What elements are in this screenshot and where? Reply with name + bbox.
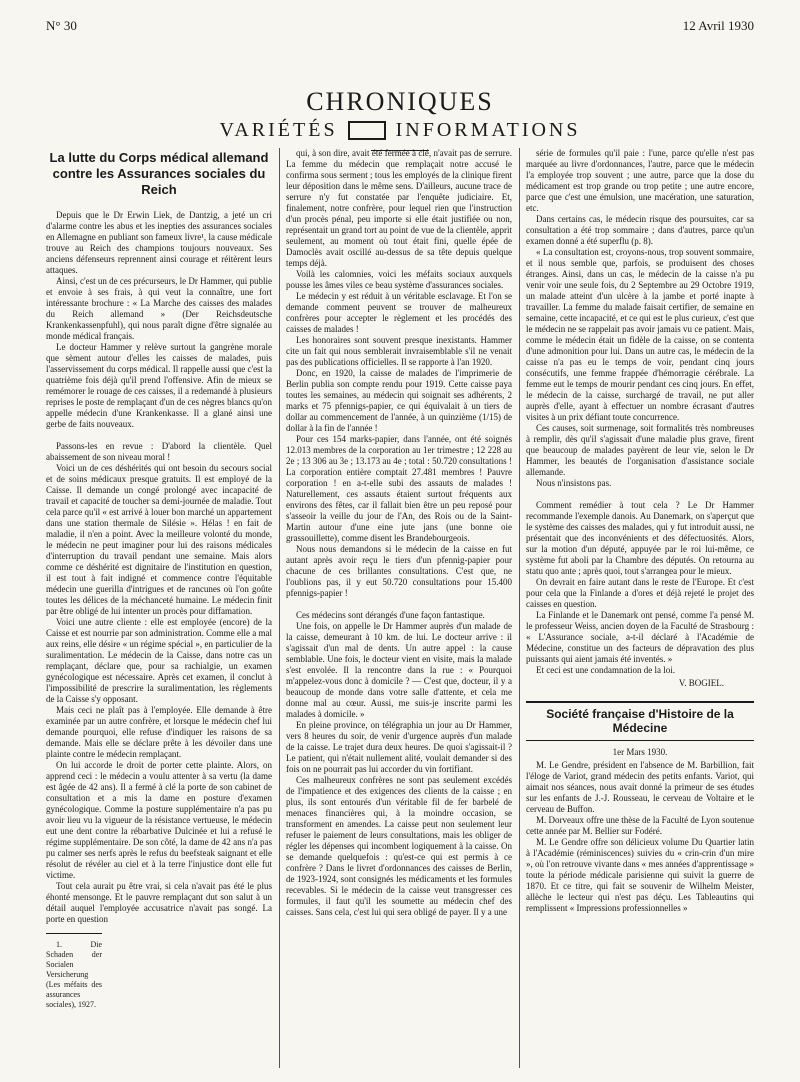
paragraph: Le médecin y est réduit à un véritable esclavage. Et l'on se demande comment peuvent se trouver de malheureux confrères pour accepter le règlement et les procédés des caisses de malades ! — [286, 291, 512, 334]
footnote-text: 1. Die Schaden der Socialen Versicherung (Les méfaits des assurances sociales), 1927. — [46, 940, 102, 1009]
page — [46, 18, 754, 1068]
paragraph: M. Dorveaux offre une thèse de la Faculté de Lyon soutenue cette année par M. Bellier sur Fodéré. — [526, 815, 754, 836]
paragraph: Ces causes, soit surmenage, soit formalités très nombreuses à remplir, dès qu'il s'agissait d'une maladie plus grave, firent que beaucoup de malades payèrent de leur vie, selon le Dr Hammer, les beautés de l'organisation d'assistance sociale allemande. — [526, 423, 754, 477]
paragraph: « La consultation est, croyons-nous, trop souvent sommaire, et il nous semble que, parfois, se produisent des choses étranges. Ainsi, dans un cas, le médecin de la caisse n'a pu venir voir une seule fois, du 2 Septembre au 29 Octobre 1919, un malade atteint d'un ulcère à la jambe et porté inapte à travailler. La femme du malade faisait certifier, de semaine en semaine, cette incapacité, et ce qui est le plus curieux, c'est que le médecin ne se rappelait pas avoir jamais vu ce patient. Mais, comme le médecin était un fidèle de la caisse, on se contenta d'une admonition pour lui. Dans un autre cas, le médecin de la caisse n'a pas eu le temps de voir, pendant cinq jours consécutifs, une femme frappée d'hémorragie cérébrale. La femme eut le temps de mourir pendant ces cinq jours. En effet, le médecin de la caisse, surchargé de travail, ne put aller auprès d'elle, ayant à effectuer un nombre écrasant d'autres visites à un prix défiant toute concurrence. — [526, 247, 754, 422]
paragraph: qui, à son dire, avait été fermée à clé, n'avait pas de serrure. La femme du médecin que remplaçait notre accusé le confirma sous serment ; tous les employés de la clinique firent leur déposition dans le même sens. D'ailleurs, aucune trace de serrure n'y fut constatée par l'enquête judiciaire. Et, finalement, notre confrère, pour lequel rien que l'instruction d'un procès pénal, peu importe si elle était justifiée ou non, représentait un grand tort au point de vue de la clientèle, apprit seulement, au moment où tout était fini, quelle épée de Damoclès avait oscillé au-dessus de sa tête depuis quelque temps déjà. — [286, 148, 512, 268]
paragraph: Le docteur Hammer y relève surtout la gangrène morale que sèment autour d'elles les caisses de malades, puis l'asservissement du corps médical. Il rappelle aussi que c'est la quatrième fois déjà qu'il prend l'offensive. Afin de mieux se remémorer le rouage de ces caisses, il a redemandé à plusieurs reprises le poste de remplaçant d'un de ces nègres blancs qu'on appelle médecin d'une Krankenkasse. Il a glané ainsi une gerbe de faits nouveaux. — [46, 342, 272, 429]
paragraph: Comment remédier à tout cela ? Le Dr Hammer recommande l'exemple danois. Au Danemark, on s'aperçut que le système des caisses des malades, qui y fut introduit aussi, ne présentait que des inconvénients et des défectuosités. Alors, sur la motion d'un député, appuyée par le roi lui-même, ce système fut aboli par la Chambre des députés. On retourna au statu quo ante ; après quoi, tout s'arrangea pour le mieux. — [526, 500, 754, 576]
paragraph: série de formules qu'il paie : l'une, parce qu'elle n'est pas marquée au livre d'ordonnances, l'autre, parce que le médecin l'a employée trop souvent ; une autre, parce que la dose du médicament est trop grande ou trop petite ; une autre encore, parce que c'est une émulsion, une macération, une saturation, etc. — [526, 148, 754, 213]
column-1 — [46, 148, 272, 1068]
column-2 — [286, 148, 512, 1068]
running-header — [46, 18, 754, 36]
paragraph: En pleine province, on télégraphia un jour au Dr Hammer, vers 8 heures du soir, de venir d'urgence auprès d'un malade de la caisse. Le trajet dura deux heures. De quoi s'agissait-il ? Le patient, qui n'était nullement alité, voulait demander si des fois on ne pourrait pas lui accorder du vin fortifiant. — [286, 720, 512, 774]
issue-number: N° 30 — [46, 18, 77, 33]
paragraph: Depuis que le Dr Erwin Liek, de Dantzig, a jeté un cri d'alarme contre les abus et les inepties des assurances sociales en Allemagne en publiant son fameux livre¹, la cause médicale trouve au Reich des champions toujours nouveaux. Ses anciens défenseurs reprennent ainsi courage et réitèrent leurs attaques. — [46, 210, 272, 275]
paragraph: On lui accorde le droit de porter cette plainte. Alors, on apprend ceci : le médecin a voulu attenter à sa vertu (la dame est âgée de 42 ans). Il a fermé à clé la porte de son cabinet de consultation et a mis la dame en posture d'examen gynécologique. Comme la posture supplémentaire n'a pas pu avoir lieu vu la vigueur de la résistance vertueuse, le médecin eut une dent contre la rébarbative Dulcinée et lui a refusé le régime supplémentaire. De son côté, la dame de 42 ans n'a pas pu calmer ses nerfs après le refus du beefsteak saignant et elle résolut de révéler au ciel et à la terre l'injustice dont elle fut victime. — [46, 760, 272, 880]
section-date: 1er Mars 1930. — [612, 747, 668, 757]
masthead-subtitle — [46, 118, 754, 142]
paragraph: Ces médecins sont dérangés d'une façon fantastique. — [296, 610, 485, 620]
paragraph: Pour ces 154 marks-papier, dans l'année, ont été soignés 12.013 membres de la corporation au 1er trimestre ; 12 228 au 2e ; 13 306 au 3e ; 13.173 au 4e ; total : 50.720 consultations ! La corporation entière comptait 27.481 membres ! Pauvre corporation ! en a-t-elle subi des assauts de malades ! Naturellement, ces assauts étaient surtout fréquents aux environs des fêtes, car il fallait bien être un peu reposé pour s'asseoir la veille du jour de l'An, des Rois ou de la Saint-Martin autour d'une eine jute jans (une bonne oie grassouillette), comme disent les Brandebourgeois. — [286, 434, 512, 543]
masthead — [46, 88, 754, 151]
paragraph: Dans certains cas, le médecin risque des poursuites, car sa consultation a été trop sommaire ; dans d'autres, parce qu'un examen donné a été superflu (p. 8). — [526, 214, 754, 246]
paragraph: Tout cela aurait pu être vrai, si cela n'avait pas été le plus éhonté mensonge. Et le pauvre remplaçant dut son salut à un détail auquel l'employée accusatrice n'avait pas songé. La porte en question — [46, 881, 272, 924]
paragraph: M. Le Gendre, président en l'absence de M. Barbillion, fait l'éloge de Variot, grand médecin des petits enfants. Variot, qui aimait nos séances, nous avait donné la primeur de ses études sur les enfants de J.-J. Rousseau, le cerveau de Voltaire et le cerveau de Buffon. — [526, 760, 754, 814]
column-3 — [526, 148, 754, 1068]
section-title: Société française d'Histoire de la Médecine — [526, 701, 754, 741]
ornament-icon — [348, 121, 386, 140]
paragraph: Les honoraires sont souvent presque inexistants. Hammer cite un fait qui nous semblerait invraisemblable s'il ne venait pas des publications officielles. Il se rapporte à l'an 1920. — [286, 335, 512, 367]
paragraph: La Finlande et le Danemark ont pensé, comme l'a pensé M. le professeur Weiss, ancien doyen de la Faculté de Strasbourg : « L'Assurance sociale, a-t-il déclaré à l'Académie de Médecine, constitue un des facteurs de dépravation des plus puissants qui aient jamais été inventés. » — [526, 610, 754, 664]
article-title-line1: La lutte du Corps médical allemand — [49, 150, 269, 165]
paragraph: Ainsi, c'est un de ces précurseurs, le Dr Hammer, qui publie et envoie à ses frais, à qui veut la connaître, une fort intéressante brochure : « La Marche des caisses des malades du Reich allemand » (Der Reichsdeutsche Krankenkassenpfuhl), qui nous paraît digne d'être signalée au monde médical français. — [46, 276, 272, 341]
masthead-right: INFORMATIONS — [395, 119, 581, 141]
article-signature: V. BOGIEL. — [678, 678, 724, 688]
issue-date: 12 Avril 1930 — [682, 18, 754, 33]
column-divider — [519, 148, 520, 1068]
paragraph: Voici un de ces déshérités qui ont besoin du secours social et de soins médicaux presque gratuits. Il est employé de la Caisse. Il demande un congé prolongé avec incapacité de travail et capacité de toucher sa demi-journée de maladie. Tout cela parce qu'il « est arrivé à louer bon marché un appartement dans une station thermale de Silésie ». Hélas ! en fait de maladie, il n'en a point. Avec la meilleure volonté du monde, le médecin ne peut imaginer pour lui des raisons médicales d'interruption du travail pendant une semaine. Mais alors comme ce déshérité est dignitaire de l'institution en question, il est tout à fait indigné et commence contre l'équitable médecin une guerilla d'intrigues et de rancunes où l'on goûte toutes les délices de la méchanceté humaine. Le médecin finit par être obligé de lui intenter un procès pour diffamation. — [46, 463, 272, 616]
article-title — [46, 148, 272, 198]
paragraph: Voici une autre cliente : elle est employée (encore) de la Caisse et est nourrie par son administration. Comme elle a mal aux reins, elle désire « un régime spécial », en particulier de la suralimentation. Le médecin de la Caisse, dans notre cas un remplaçant, déclare que, pour sa rachialgie, un examen gynécologique est nécessaire. Après cet examen, il conclut à l'impossibilité de prescrire la suralimentation, les règlements de la Caisse s'y opposant. — [46, 617, 272, 704]
paragraph: Et ceci est une condamnation de la loi. — [536, 665, 675, 675]
paragraph: Une fois, on appelle le Dr Hammer auprès d'un malade de la caisse, demeurant à 10 km. de lui. Le docteur arrive : il s'agissait d'un mal de dents. Un autre appel : la cause semblable. Une fois, le docteur vient en visite, mais la malade s'est envolée. Il la rencontre dans la rue : « Pourquoi m'appelez-vous donc à domicile ? — C'est que, docteur, il y a beaucoup de monde dans votre salle d'attente, et cela me donne mal au cœur. Aussi, me suis-je inscrite parmi les malades à domicile. » — [286, 621, 512, 719]
paragraph: Passons-les en revue : D'abord la clientèle. Quel abaissement de son niveau moral ! — [46, 441, 272, 462]
masthead-left: VARIÉTÉS — [219, 119, 338, 141]
paragraph: Nous nous demandons si le médecin de la caisse en fut autant après avoir reçu le tiers d'un pfennig-papier pour chacune de ces brillantes consultations. C'est que, ne l'oublions pas, il y eut 50.720 consultations pour 15.400 pfennigs-papier ! — [286, 544, 512, 598]
paragraph: Mais ceci ne plaît pas à l'employée. Elle demande à être examinée par un autre confrère, et lorsque le médecin chef lui demande pourquoi, elle refuse d'indiquer les raisons de sa demande. Mais elle se déclare prête à les dévoiler dans une plainte contre le médecin remplaçant. — [46, 705, 272, 759]
paragraph: M. Le Gendre offre son délicieux volume Du Quartier latin à l'Académie (réminiscences) suivies du « crin-crin d'un mire », où l'on retrouve vivante dans « mes années d'apprentissage » toute la période médicale parisienne qui suivit la guerre de 1870. Et ce titre, qui fait se souvenir de Wilhelm Meister, allèche le lecteur qui n'est pas déçu. Les Tableautins qui remplissent « Impressions professionnelles » — [526, 837, 754, 913]
column-divider — [279, 148, 280, 1068]
footnote — [46, 933, 102, 1010]
paragraph: Nous n'insistons pas. — [536, 478, 612, 488]
paragraph: Ces malheureux confrères ne sont pas seulement excédés de l'impatience et des exigences des clients de la caisse ; en plus, ils sont entourés d'un véritable fil de fer barbelé de menaces financières qui, à la moindre occasion, se transforment en amendes. La caisse peut non seulement leur refuser le paiement de leurs consultations, mais les obliger de régler les dépenses qui incombent logiquement à la caisse. On se demande quelquefois : qu'est-ce qui est permis à ce confrère ? Dans le livret d'ordonnances des caisses de Berlin, de 1923-1924, sont consignés les médicaments et les formules recevables. Si le médecin de la caisse veut transgresser ces formules, il faut qu'il les soumette au médecin chef des caisses. Sans cela, c'est lui qui sera obligé de payer. Il y a une — [286, 775, 512, 917]
masthead-title: CHRONIQUES — [306, 87, 494, 116]
paragraph: Voilà les calomnies, voici les méfaits sociaux auxquels pousse les âmes viles ce beau système d'assurances sociales. — [286, 269, 512, 290]
paragraph: Donc, en 1920, la caisse de malades de l'imprimerie de Berlin publia son compte rendu pour 1919. Cette caisse paya toutes les semaines, au médecin qui soignait ses adhérents, 2 marks et 75 pfennigs-papier, ce qui équivalait à un tiers de dollar au commencement de l'année, à un quinzième (1/15) de dollar à la fin de l'année ! — [286, 368, 512, 433]
article-columns — [46, 148, 754, 1068]
article-title-line2: contre les Assurances sociales du Reich — [52, 166, 266, 197]
paragraph: On devrait en faire autant dans le reste de l'Europe. Et c'est pour cela que la Finlande a d'ores et déjà rejeté le projet des caisses en question. — [526, 577, 754, 609]
